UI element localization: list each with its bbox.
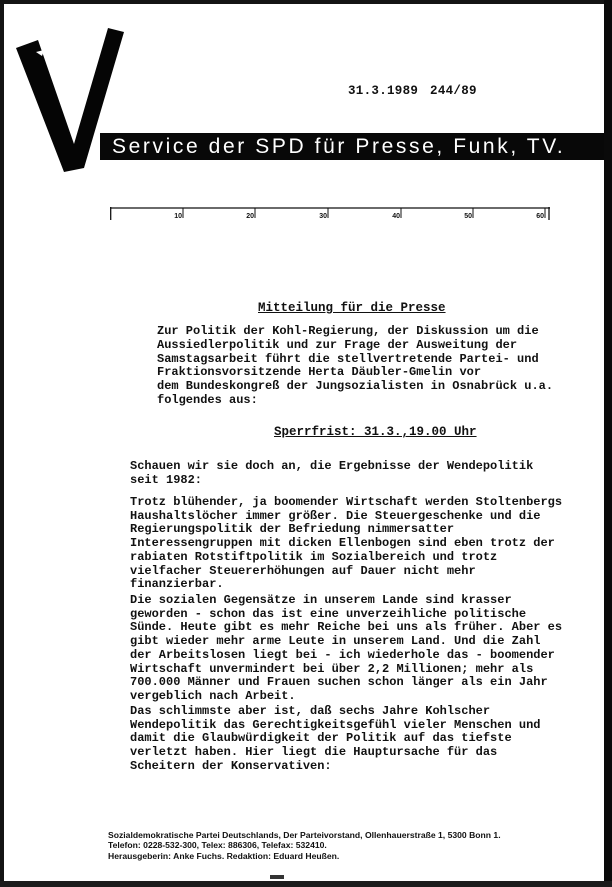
- ruler-tick-label: 30: [319, 213, 327, 220]
- intro-text-before: Zur Politik der Kohl-Regierung, der Diskussion um die Aussiedlerpolitik und zur Frage der Ausweitung der Samstagsarbeit führt die stellvertretende Partei- und Fraktionsvorsitzende: [157, 324, 539, 380]
- ruler-tick-label: 50: [464, 213, 472, 220]
- dateline: 31.3.1989 244/89: [348, 84, 477, 98]
- body-paragraph: Trotz blühender, ja boomender Wirtschaft werden Stoltenbergs Haushaltslöcher immer größer. Die Steuergeschenke und die Regierungspolitik der Befriedung nimmersatter Interessengruppen mit dicken Ellenbogen sind eben trotz der rabiaten Rotstiftpolitik im Sozialbereich und trotz vielfacher Steuererhöhungen auf Dauer nicht mehr finanzierbar.: [130, 495, 563, 592]
- column-ruler: [110, 207, 550, 221]
- service-banner-text: Service der SPD für Presse, Funk, TV.: [112, 135, 566, 158]
- footer-publisher: Herausgeberin: Anke Fuchs. Redaktion: Eduard Heußen.: [108, 850, 340, 861]
- ruler-tick-label: 40: [392, 213, 400, 220]
- speaker-name: Herta Däubler-Gmelin: [308, 365, 453, 380]
- ruler-tick-label: 20: [246, 213, 254, 220]
- intro-text-after: vor dem Bundeskongreß der Jungsozialisten in Osnabrück u.a. folgendes aus:: [157, 365, 554, 407]
- scan-mark: [270, 875, 284, 879]
- footer-contact: Telefon: 0228-532-300, Telex: 886306, Telefax: 532410.: [108, 840, 327, 851]
- ruler-tick-label: 60: [536, 213, 544, 220]
- scan-edge-bottom: [0, 881, 612, 887]
- scan-edge-right: [604, 0, 612, 887]
- body-paragraph: Das schlimmste aber ist, daß sechs Jahre Kohlscher Wendepolitik das Gerechtigkeitsgefühl vieler Menschen und damit die Glaubwürdigkeit der Politik auf das tiefste verletzt haben. Hier liegt die Hauptursache für das Scheitern der Konservativen:: [130, 704, 541, 773]
- letterhead-footer: [108, 830, 588, 861]
- intro-paragraph: [157, 325, 577, 408]
- body-paragraph: Die sozialen Gegensätze in unserem Lande sind krasser geworden - schon das ist eine unverzeihliche politische Sünde. Heute gibt es mehr Reiche bei uns als früher. Aber es gibt wieder mehr arme Leute in unserem Land. Und die Zahl der Arbeitslosen liegt bei - ich wiederhole das - boomender Wirtschaft unvermindert bei über 2,2 Millionen; mehr als 700.000 Männer und Frauen suchen schon länger als ein Jahr vergeblich nach Arbeit.: [130, 593, 563, 703]
- press-release-heading: Mitteilung für die Presse: [258, 301, 446, 315]
- scan-edge-top: [0, 0, 612, 4]
- body-paragraph: Schauen wir sie doch an, die Ergebnisse der Wendepolitik seit 1982:: [130, 459, 534, 487]
- embargo-notice: Sperrfrist: 31.3.,19.00 Uhr: [274, 425, 477, 439]
- ruler-tick-label: 10: [174, 213, 182, 220]
- scan-edge-left: [0, 0, 4, 887]
- footer-address: Sozialdemokratische Partei Deutschlands, Der Parteivorstand, Ollenhauerstraße 1, 5300 Bonn 1.: [108, 830, 501, 840]
